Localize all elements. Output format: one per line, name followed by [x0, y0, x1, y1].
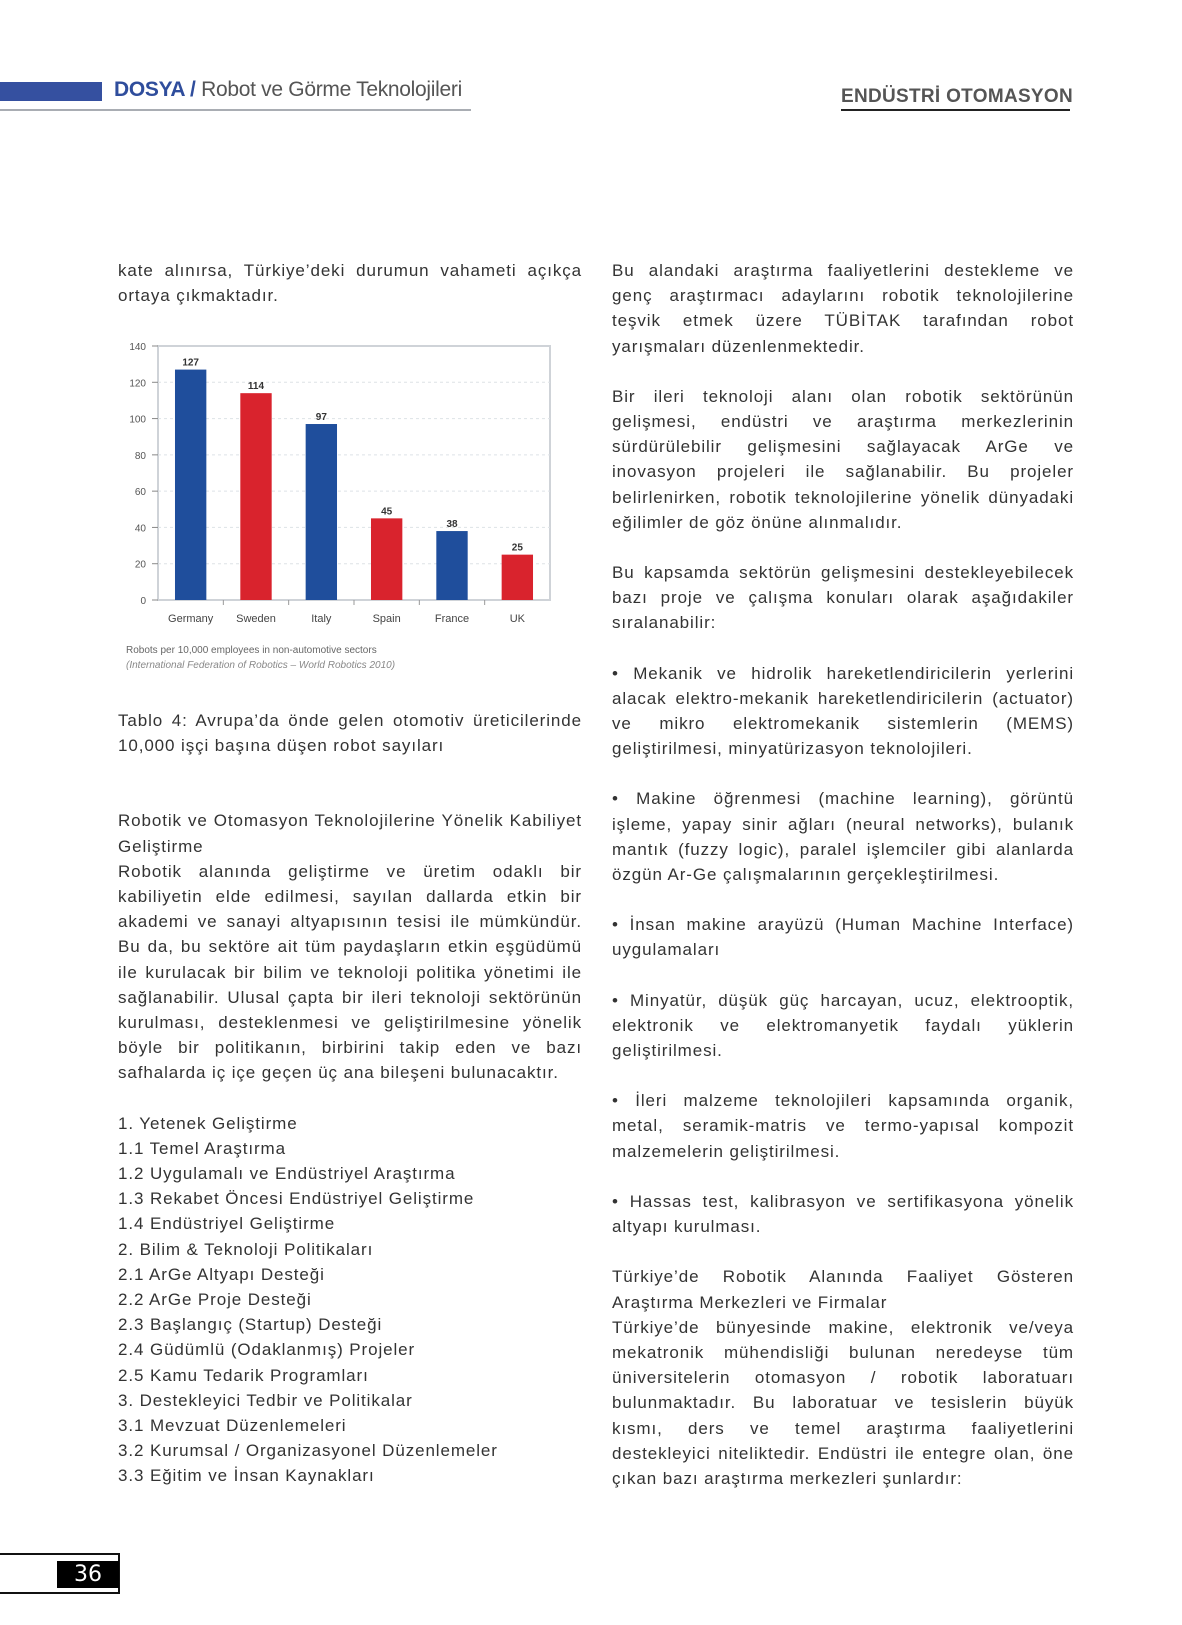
bar-value-label: 97 — [315, 412, 327, 424]
chart-note: Robots per 10,000 employees in non-automotive sectors — [126, 645, 377, 656]
header-rule — [0, 109, 471, 111]
paragraph: Bu alandaki araştırma faaliyetlerini destekleme ve genç araştırmacı adaylarını robotik teknolojilerine teşvik etmek üzere TÜBİTAK tarafından robot yarışmaları düzenlenmektedir. — [612, 261, 1074, 356]
y-tick-label: 100 — [129, 414, 146, 426]
plot-frame — [158, 346, 550, 600]
page-number: 36 — [57, 1561, 119, 1588]
x-tick-label: Spain — [372, 613, 401, 625]
x-tick-label: UK — [509, 613, 525, 625]
y-tick-label: 80 — [134, 450, 146, 462]
x-tick-label: Italy — [311, 613, 332, 625]
header-accent-bar — [0, 82, 102, 101]
bullet-item: • Minyatür, düşük güç harcayan, ucuz, elektrooptik, elektronik ve elektromanyetik faydalı yüklerin geliştirilmesi. — [612, 990, 1074, 1061]
chart-source: (International Federation of Robotics – World Robotics 2010) — [126, 660, 396, 671]
bar-value-label: 114 — [247, 381, 265, 393]
bullet-item: • Mekanik ve hidrolik hareketlendiricilerin yerlerini alacak elektro-mekanik hareketlendiricilerin (actuator) ve mikro elektromekanik sistemlerin (MEMS) geliştirilmesi, minyatürizasyon teknolojileri. — [612, 663, 1074, 759]
y-tick-label: 140 — [129, 342, 146, 353]
outline-item: 1.2 Uygulamalı ve Endüstriyel Araştırma — [118, 1164, 456, 1184]
bullet-item: • Hassas test, kalibrasyon ve sertifikasyona yönelik altyapı kurulması. — [612, 1191, 1074, 1237]
outline-item: 1.3 Rekabet Öncesi Endüstriyel Geliştirme — [118, 1189, 475, 1209]
outline-item: 1.1 Temel Araştırma — [118, 1138, 286, 1158]
outline-item: 2.2 ArGe Proje Desteği — [118, 1290, 312, 1310]
header-title: Robot ve Görme Teknolojileri — [201, 78, 462, 101]
paragraph: Bir ileri teknoloji alanı olan robotik sektörünün gelişmesi, endüstri ve araştırma merkezlerinin sürdürülebilir gelişmesini sağlayacak ArGe ve inovasyon projeleri ile sağlanabilir. Bu projeler belirlenirken, robotik teknolojilerine yönelik dünyadaki eğilimler de göz önüne alınmalıdır. — [612, 386, 1074, 532]
y-tick-label: 20 — [134, 559, 146, 571]
section-body: Türkiye’de bünyesinde makine, elektronik ve/veya mekatronik mühendisliği bulunan neredeyse tüm üniversitelerin otomasyon / robotik laboratuarı bulunmaktadır. Bu laboratuar ve tesislerin büyük kısmı, ders ve temel araştırma faaliyetlerini destekleyici niteliktedir. Endüstri ile entegre olan, öne çıkan bazı araştırma merkezleri şunlardır: — [612, 1317, 1074, 1488]
outline-item: 1. Yetenek Geliştirme — [118, 1113, 298, 1133]
outline-item: 1.4 Endüstriyel Geliştirme — [118, 1214, 336, 1234]
outline-item: 3. Destekleyici Tedbir ve Politikalar — [118, 1390, 413, 1410]
outline-list — [118, 1111, 582, 1489]
bar-uk — [502, 555, 533, 600]
outline-item: 2.1 ArGe Altyapı Desteği — [118, 1264, 325, 1284]
outline-item: 2. Bilim & Teknoloji Politikaları — [118, 1239, 374, 1259]
y-tick-label: 0 — [140, 596, 146, 607]
bar-spain — [371, 518, 402, 600]
section-body: Robotik alanında geliştirme ve üretim odaklı bir kabiliyetin elde edilmesi, sayılan dallarda etkin bir akademi ve sanayi altyapısının tesisi ile mümkündür. Bu da, bu sektöre ait tüm paydaşların etkin eşgüdümü ile kurulacak bir bilim ve teknoloji politika yönetimi ile sağlanabilir. Ulusal çapta bir ileri teknoloji sektörünün kurulması, desteklenmesi ve geliştirilmesine yönelik böyle bir politikanın, birbirini takip eden ve bazı safhalarda iç içe geçen üç ana bileşeni bulunacaktır. — [118, 861, 582, 1083]
bar-germany — [175, 370, 206, 600]
intro-paragraph: kate alınırsa, Türkiye’deki durumun vahameti açıkça ortaya çıkmaktadır. — [118, 261, 582, 306]
paragraph: Bu kapsamda sektörün gelişmesini destekleyebilecek bazı proje ve çalışma konuları olarak aşağıdakiler sıralanabilir: — [612, 563, 1074, 633]
right-column — [612, 258, 1074, 1491]
section-heading: Türkiye’de Robotik Alanında Faaliyet Gösteren Araştırma Merkezleri ve Firmalar — [612, 1267, 1074, 1312]
x-tick-label: Germany — [168, 613, 214, 625]
bar-value-label: 127 — [182, 357, 200, 369]
x-tick-label: Sweden — [236, 613, 276, 625]
outline-item: 2.5 Kamu Tedarik Programları — [118, 1365, 369, 1385]
section-heading: Robotik ve Otomasyon Teknolojilerine Yönelik Kabiliyet Geliştirme — [118, 811, 582, 856]
bar-chart — [118, 338, 570, 683]
bullet-item: • İleri malzeme teknolojileri kapsamında organik, metal, seramik-matris ve termo-yapısal kompozit malzemelerin geliştirilmesi. — [612, 1091, 1074, 1161]
bullet-item: • Makine öğrenmesi (machine learning), görüntü işleme, yapay sinir ağları (neural networks), bulanık mantık (fuzzy logic), paralel işlemciler gibi alanlarda özgün Ar-Ge çalışmalarının gerçekleştirilmesi. — [612, 789, 1074, 885]
y-tick-label: 60 — [134, 487, 146, 499]
figure-caption: Tablo 4: Avrupa’da önde gelen otomotiv üreticilerinde 10,000 işçi başına düşen robot sayıları — [118, 711, 582, 756]
outline-item: 3.2 Kurumsal / Organizasyonel Düzenlemeler — [118, 1441, 498, 1461]
outline-item: 3.1 Mevzuat Düzenlemeleri — [118, 1416, 347, 1436]
category-label: ENDÜSTRİ OTOMASYON — [841, 86, 1074, 107]
outline-item: 2.3 Başlangıç (Startup) Desteği — [118, 1315, 383, 1335]
outline-item: 2.4 Güdümlü (Odaklanmış) Projeler — [118, 1340, 416, 1360]
left-intro — [118, 258, 582, 308]
bar-france — [436, 531, 467, 600]
bar-value-label: 45 — [381, 506, 393, 518]
running-header — [114, 78, 462, 102]
x-tick-label: France — [434, 613, 470, 625]
bar-italy — [306, 424, 337, 600]
bar-value-label: 25 — [511, 542, 523, 554]
bullet-item: • İnsan makine arayüzü (Human Machine Interface) uygulamaları — [612, 915, 1074, 960]
bar-value-label: 38 — [446, 519, 458, 531]
bar-sweden — [240, 393, 271, 600]
section-label: DOSYA / — [114, 78, 196, 101]
outline-item: 3.3 Eğitim ve İnsan Kaynakları — [118, 1466, 375, 1486]
y-tick-label: 120 — [129, 378, 146, 390]
left-body — [118, 708, 582, 1489]
y-tick-label: 40 — [134, 523, 146, 535]
category-rule — [841, 109, 1070, 111]
chart-svg — [118, 338, 570, 683]
